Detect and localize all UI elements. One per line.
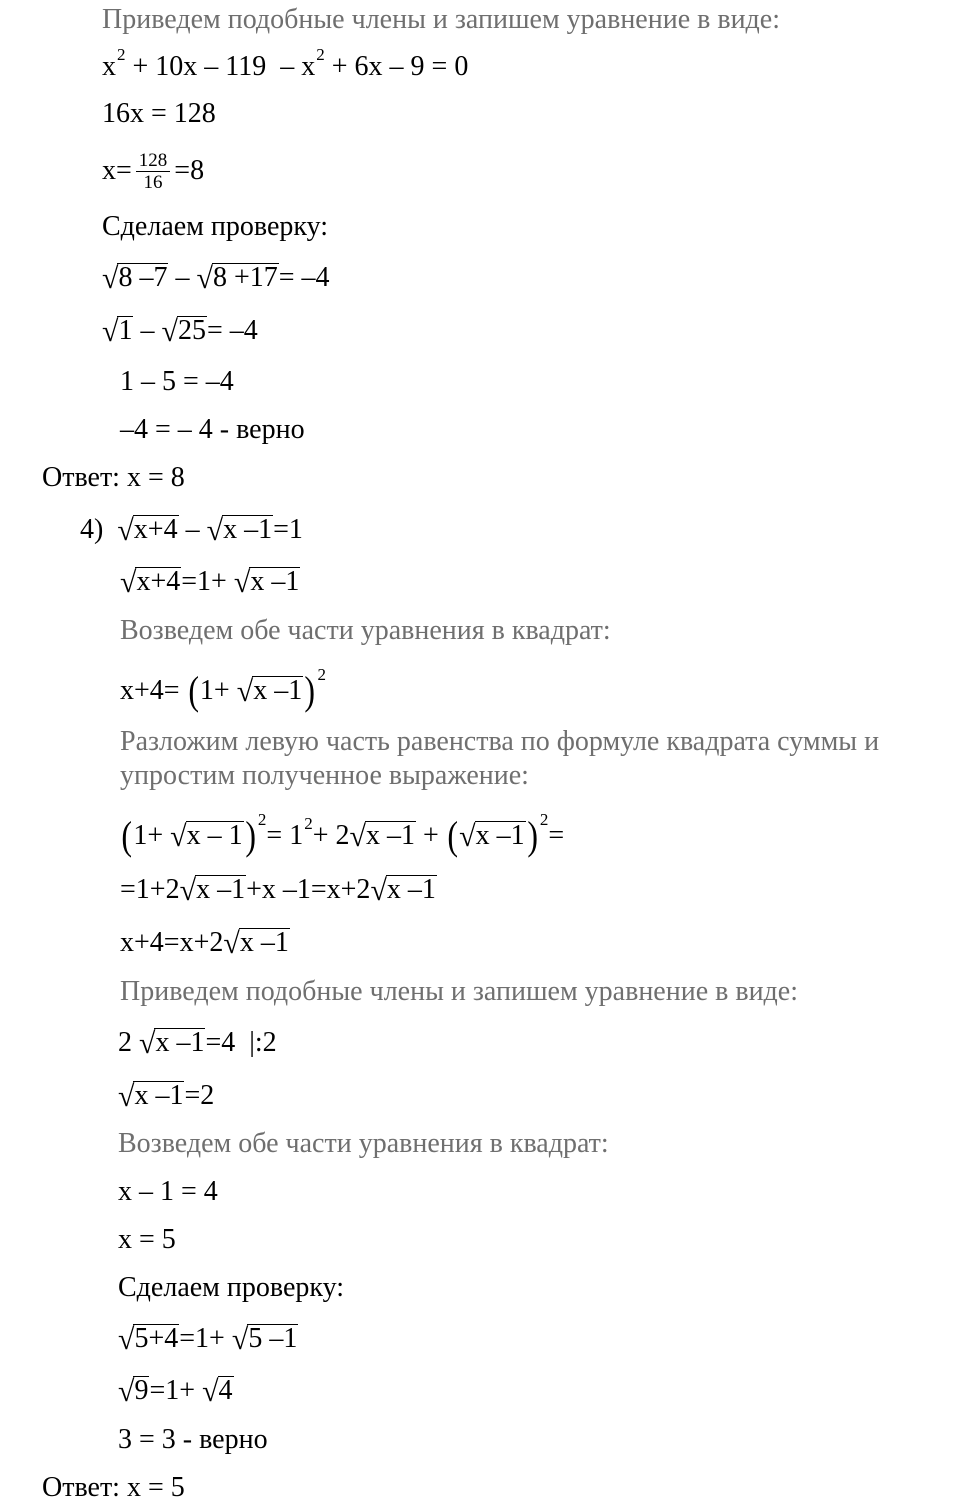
problem-number: 4) xyxy=(80,514,104,545)
check-line-4: –4 = – 4 - верно xyxy=(120,414,305,445)
check2-line-2: √ 9 =1+ √ 4 xyxy=(118,1375,233,1408)
check-line-3: 1 – 5 = –4 xyxy=(120,366,234,397)
check-heading-2: Сделаем проверку: xyxy=(118,1272,344,1303)
equation-x4: x+4=x+2 √ x –1 xyxy=(120,927,289,960)
problem-4-equation: 4) √ x+4 – √ x –1 =1 xyxy=(80,514,303,547)
equation-combined: x 2 + 10x – 119 – x 2 + 6x – 9 = 0 xyxy=(102,45,469,82)
equation-root-2: √ x –1 =2 xyxy=(118,1080,215,1113)
instruction-text: Приведем подобные члены и запишем уравнение в виде: xyxy=(102,4,781,35)
isolate-root: √ x+4 =1+ √ x –1 xyxy=(120,566,300,599)
answer-2: Ответ: x = 5 xyxy=(42,1472,185,1503)
equation-fraction: x= $\frac{128}{16}$ =8 xyxy=(102,149,205,193)
equation-x5: x = 5 xyxy=(118,1224,176,1255)
equation-x-minus-1: x – 1 = 4 xyxy=(118,1176,218,1207)
instruction-expand-2: упростим полученное выражение: xyxy=(120,760,529,791)
answer-1: Ответ: x = 8 xyxy=(42,462,185,493)
check-line-2: √ 1 – √ 25 = –4 xyxy=(102,315,258,348)
instruction-square: Возведем обе части уравнения в квадрат: xyxy=(120,615,611,646)
check-line-1: √ 8 –7 – √ 8 +17 = –4 xyxy=(102,262,330,295)
equation-2root: 2 √ x –1 =4 |:2 xyxy=(118,1027,277,1060)
squared-equation: x+4= ( 1+ √ x –1 ) 2 xyxy=(120,665,327,713)
expansion-line: ( 1+ √ x – 1 ) 2 = 1 2 + 2 √ x –1 + ( √ x –1 ) 2 = xyxy=(121,810,565,858)
check-heading: Сделаем проверку: xyxy=(102,211,328,242)
check2-line-3: 3 = 3 - верно xyxy=(118,1424,268,1455)
fraction: $\frac{128}{16}$ xyxy=(136,150,171,193)
equation-16x: 16x = 128 xyxy=(102,98,216,129)
simplified-line: =1+2 √ x –1 +x –1=x+2 √ x –1 xyxy=(120,874,436,907)
check2-line-1: √ 5+4 =1+ √ 5 –1 xyxy=(118,1323,298,1356)
instruction-like-terms: Приведем подобные члены и запишем уравнение в виде: xyxy=(120,976,799,1007)
instruction-expand-1: Разложим левую часть равенства по формуле квадрата суммы и xyxy=(120,726,880,757)
instruction-square-2: Возведем обе части уравнения в квадрат: xyxy=(118,1128,609,1159)
